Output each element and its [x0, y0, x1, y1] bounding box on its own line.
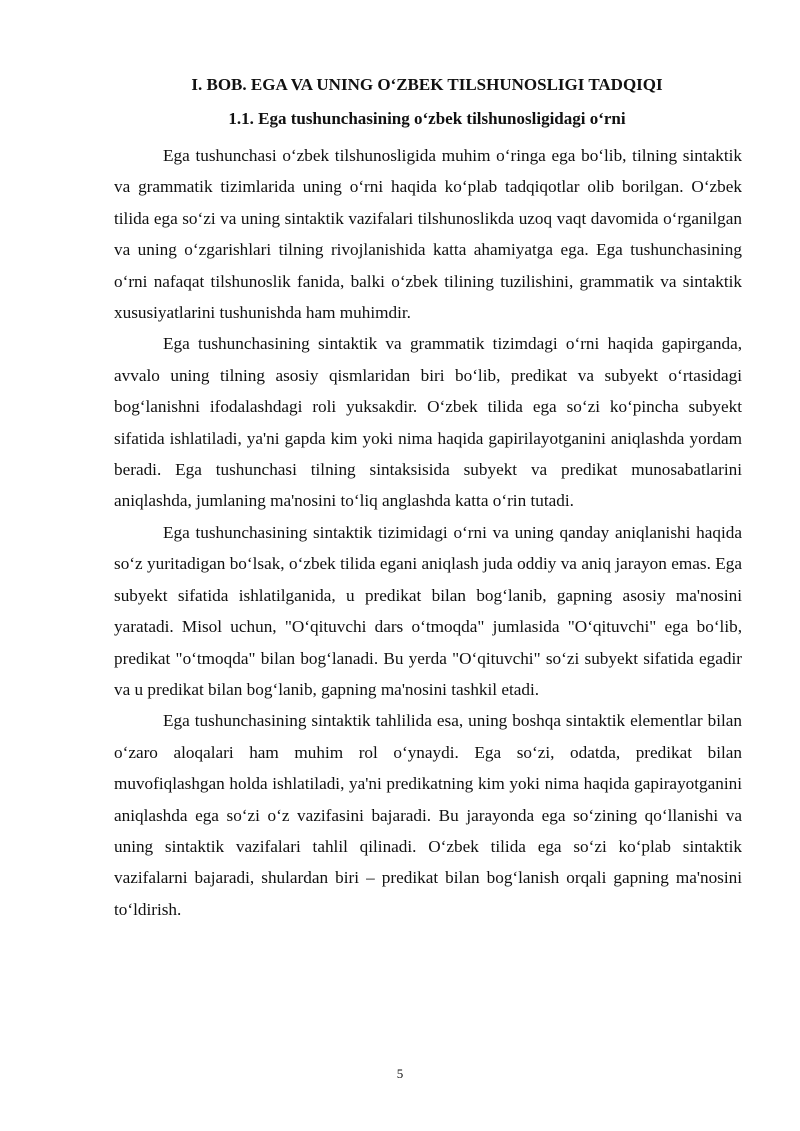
section-title: 1.1. Ega tushunchasining o‘zbek tilshunosligidagi o‘rni: [228, 109, 626, 128]
paragraph: Ega tushunchasining sintaktik va grammatik tizimdagi o‘rni haqida gapirganda, avvalo uning tilning asosiy qismlaridan biri bo‘lib, predikat va subyekt o‘rtasidagi bog‘lanishni ifodalashdagi roli yuksakdir. O‘zbek tilida ega so‘zi ko‘pincha subyekt sifatida ishlatiladi, ya'ni gapda kim yoki nima haqida gapirilayotganini aniqlashda yordam beradi. Ega tushunchasi tilning sintaksisida subyekt va predikat munosabatlarini aniqlashda, jumlaning ma'nosini to‘liq anglashda katta o‘rin tutadi.: [114, 334, 742, 511]
chapter-title: I. BOB. EGA VA UNING O‘ZBEK TILSHUNOSLIGI TADQIQI: [191, 75, 663, 94]
paragraph: Ega tushunchasining sintaktik tahlilida esa, uning boshqa sintaktik elementlar bilan o‘zaro aloqalari ham muhim rol o‘ynaydi. Ega so‘zi, odatda, predikat bilan muvofiqlashgan holda ishlatiladi, ya'ni predikatning kim yoki nima haqida gapirayotganini aniqlashda ega so‘zi o‘z vazifasini bajaradi. Bu jarayonda ega so‘zining qo‘llanishi va uning sintaktik vazifalari tahlil qilinadi. O‘zbek tilida ega so‘zi ko‘plab sintaktik vazifalarni bajaradi, shulardan biri – predikat bilan bog‘lanish orqali gapning ma'nosini to‘ldirish.: [114, 711, 742, 919]
body-text: [114, 140, 742, 925]
paragraph: Ega tushunchasi o‘zbek tilshunosligida muhim o‘ringa ega bo‘lib, tilning sintaktik va grammatik tizimlarida uning o‘rni haqida ko‘plab tadqiqotlar olib borilgan. O‘zbek tilida ega so‘zi va uning sintaktik vazifalari tilshunoslikda uzoq vaqt davomida o‘rganilgan va uning o‘zgarishlari tilning rivojlanishida katta ahamiyatga ega. Ega tushunchasining o‘rni nafaqat tilshunoslik fanida, balki o‘zbek tilining tuzilishini, grammatik va sintaktik xususiyatlarini tushunishda ham muhimdir.: [114, 146, 742, 323]
page-number: 5: [396, 1066, 404, 1081]
paragraph: Ega tushunchasining sintaktik tizimidagi o‘rni va uning qanday aniqlanishi haqida so‘z yuritadigan bo‘lsak, o‘zbek tilida egani aniqlash juda oddiy va aniq jarayon emas. Ega subyekt sifatida ishlatilganida, u predikat bilan bog‘lanib, gapning asosiy ma'nosini yaratadi. Misol uchun, "O‘qituvchi dars o‘tmoqda" jumlasida "O‘qituvchi" ega bo‘lib, predikat "o‘tmoqda" bilan bog‘lanadi. Bu yerda "O‘qituvchi" so‘zi subyekt sifatida egadir va u predikat bilan bog‘lanib, gapning ma'nosini tashkil etadi.: [114, 522, 742, 699]
